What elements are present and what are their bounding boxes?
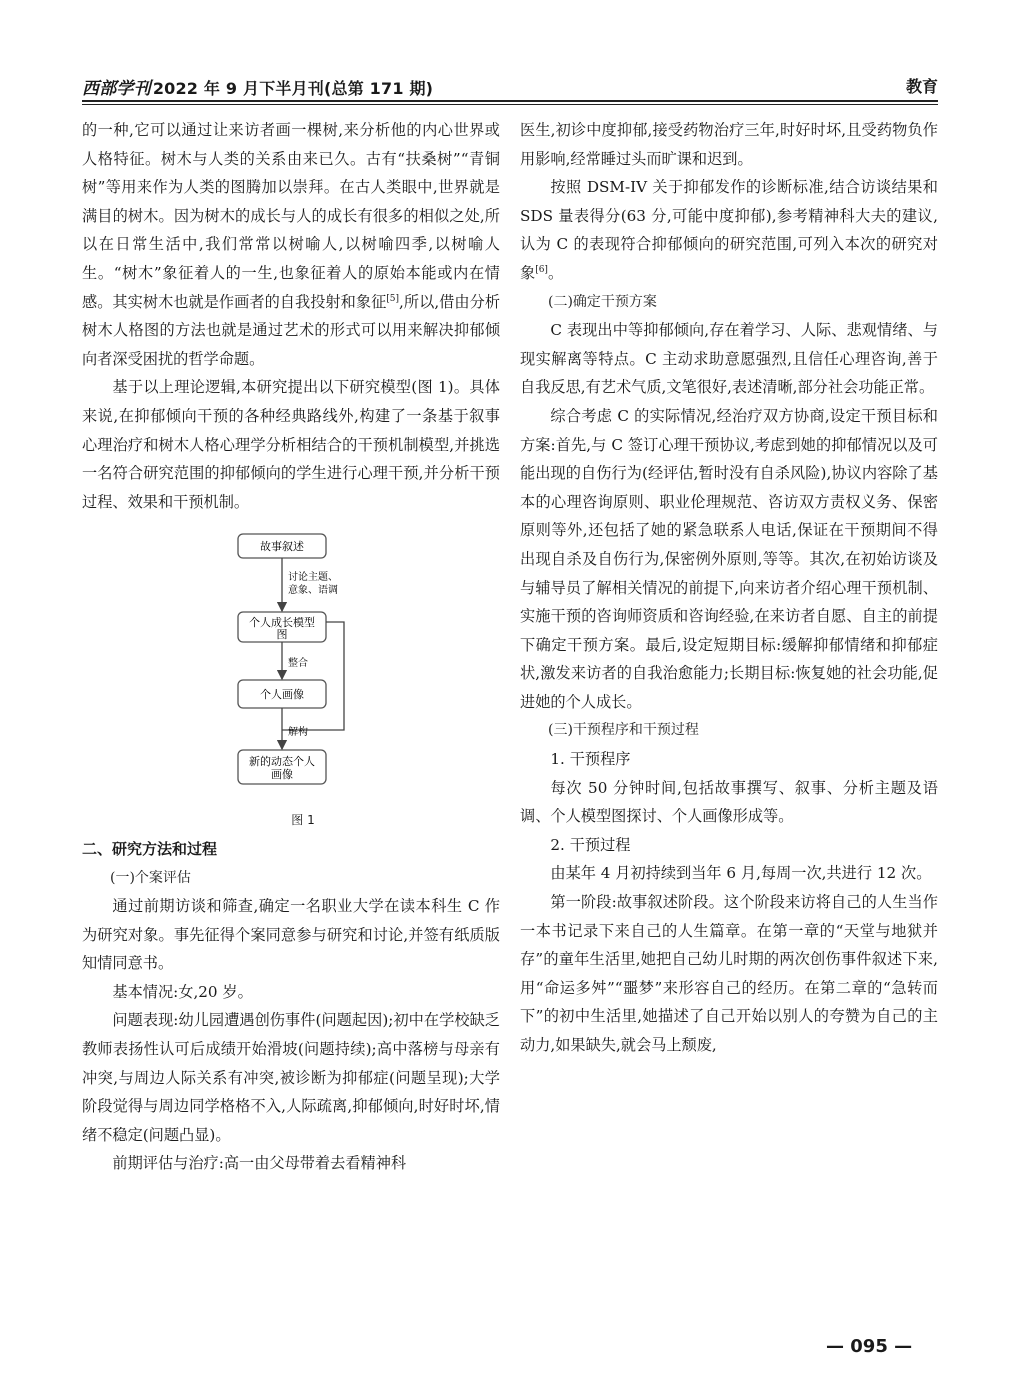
header-rule-thin (82, 104, 938, 105)
section-heading: 二、研究方法和过程 (82, 839, 218, 858)
edge-label: 解构 (288, 727, 308, 739)
paragraph: 通过前期访谈和筛查,确定一名职业大学在读本科生 C 作为研究对象。事先征得个案同意参与研究和讨论,并签有纸质版知情同意书。 (82, 897, 500, 973)
paragraph: 综合考虑 C 的实际情况,经治疗双方协商,设定干预目标和方案:首先,与 C 签订心理干预协议,考虑到她的抑郁情况以及可能出现的自伤行为(经评估,暂时没有自杀风险),协议内容除了基本的心理咨询原则、职业伦理规范、咨访双方责权义务、保密原则等外,还包括了她的紧急联系人电话,保证在干预期间不得出现自杀及自伤行为,保密例外原则,等等。其次,在初始访谈及与辅导员了解相关情况的前提下,向来访者介绍心理干预机制、实施干预的咨询师资质和咨询经验,在来访者自愿、自主的前提下确定干预方案。最后,设定短期目标:缓解抑郁情绪和抑郁症状,激发来访者的自我治愈能力;长期目标:恢复她的社会功能,促进她的个人成长。 (520, 406, 938, 711)
node-text: 个人成长模型 (249, 616, 315, 630)
edge-label: 意象、语调 (288, 585, 338, 597)
sub-subheading: 1. 干预程序 (550, 750, 631, 769)
paragraph: 第一阶段:故事叙述阶段。这个阶段来访将自己的人生当作一本书记录下来自己的人生篇章。在第一章的“天堂与地狱并存”的童年生活里,她把自己幼儿时期的两次创伤事件叙述下来,用“命运多舛”“噩梦”来形容自己的经历。在第二章的“急转而下”的初中生活里,她描述了自己开始以别人的夸赞为自己的主动力,如果缺失,就会马上颓废, (520, 893, 938, 1054)
sub-subheading: 2. 干预过程 (550, 835, 631, 854)
subsection-heading: (三)干预程序和干预过程 (548, 722, 699, 739)
paragraph: 的一种,它可以通过让来访者画一棵树,来分析他的内心世界或人格特征。树木与人类的关系由来已久。古有“扶桑树”“青铜树”等用来作为人类的图腾加以崇拜。在古人类眼中,世界就是满目的树木。因为树木的成长与人的成长有很多的相似之处,所以在日常生活中,我们常常以树喻人,以树喻四季,以树喻人生。“树木”象征着人的一生,也象征着人的原始本能或内在情感。其实树木也就是作画者的自我投射和象征[5],所以,借由分析树木人格图的方法也就是通过艺术的形式可以用来解决抑郁倾向者深受困扰的哲学命题。 (82, 121, 501, 368)
figure-1 (82, 530, 500, 800)
right-column (520, 116, 938, 1060)
subsection-heading: (一)个案评估 (110, 869, 191, 886)
page-header (82, 68, 938, 100)
header-rule-thick (82, 100, 938, 102)
left-column (82, 116, 500, 1178)
node-text: 新的动态个人 (249, 755, 315, 769)
journal-issue (82, 74, 433, 99)
journal-logo: 西部学刊 (82, 79, 151, 99)
subsection-heading: (二)确定干预方案 (548, 293, 657, 310)
citation: [5] (386, 293, 400, 304)
paragraph: C 表现出中等抑郁倾向,存在着学习、人际、悲观情绪、与现实解离等特点。C 主动求助意愿强烈,且信任心理咨询,善于自我反思,有艺术气质,文笔很好,表述清晰,部分社会功能正常。 (520, 321, 938, 397)
citation: [6] (535, 264, 548, 275)
issue-text: 2022 年 9 月下半月刊(总第 171 期) (152, 79, 434, 98)
paragraph: 医生,初诊中度抑郁,接受药物治疗三年,时好时坏,且受药物负作用影响,经常睡过头而旷课和迟到。 (520, 121, 938, 168)
page-number: — 095 — (826, 1336, 913, 1357)
paragraph: 按照 DSM-IV 关于抑郁发作的诊断标准,结合访谈结果和 SDS 量表得分(63 分,可能中度抑郁),参考精神科大夫的建议,认为 C 的表现符合抑郁倾向的研究范围,可列入本次的研究对象[6]。 (520, 178, 938, 282)
figure-caption: 图 1 (291, 813, 315, 828)
paragraph: 每次 50 分钟时间,包括故事撰写、叙事、分析主题及语调、个人模型图探讨、个人画像形成等。 (520, 778, 938, 826)
node-text: 图 (276, 628, 288, 642)
paragraph: 基本情况:女,20 岁。 (112, 982, 253, 1001)
node-text: 个人画像 (260, 688, 304, 702)
paragraph: 问题表现:幼儿园遭遇创伤事件(问题起因);初中在学校缺乏教师表扬性认可后成绩开始滑坡(问题持续);高中落榜与母亲有冲突,与周边人际关系有冲突,被诊断为抑郁症(问题呈现);大学阶段觉得与周边同学格格不入,人际疏离,抑郁倾向,时好时坏,情绪不稳定(问题凸显)。 (82, 1011, 500, 1144)
edge-label: 整合 (288, 658, 308, 670)
section-title: 教育 (905, 77, 938, 96)
node-text: 画像 (271, 768, 293, 782)
edge-label: 讨论主题、 (288, 572, 338, 584)
paragraph: 基于以上理论逻辑,本研究提出以下研究模型(图 1)。具体来说,在抑郁倾向干预的各种经典路线外,构建了一条基于叙事心理治疗和树木人格心理学分析相结合的干预机制模型,并挑选一名符合研究范围的抑郁倾向的学生进行心理干预,并分析干预过程、效果和干预机制。 (82, 378, 500, 511)
paragraph: 由某年 4 月初持续到当年 6 月,每周一次,共进行 12 次。 (550, 864, 932, 883)
flowchart (82, 530, 500, 800)
node-text: 故事叙述 (260, 540, 304, 554)
paragraph: 前期评估与治疗:高一由父母带着去看精神科 (112, 1154, 407, 1173)
